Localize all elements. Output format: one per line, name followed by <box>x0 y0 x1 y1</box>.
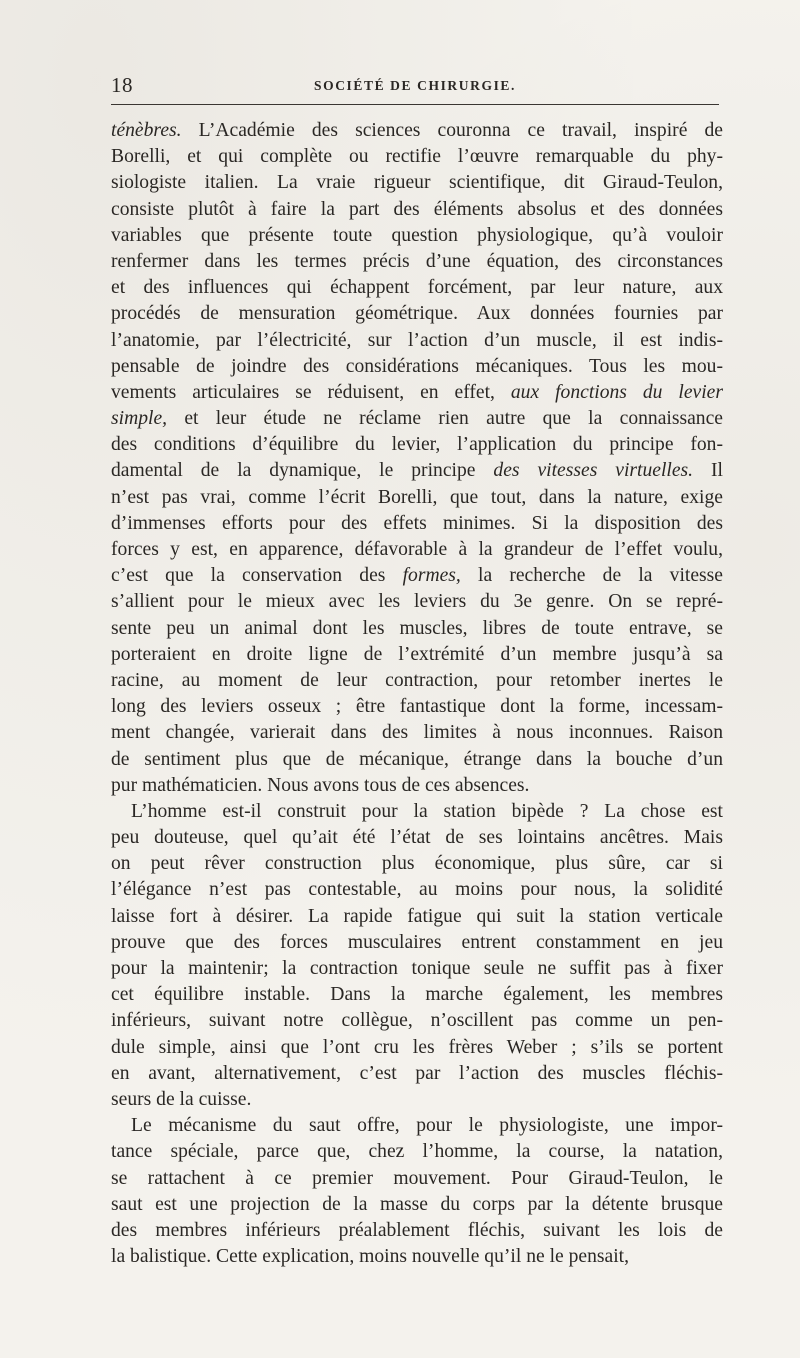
text-segment: inférieurs, suivant notre collègue, n’oscillent pas comme un pen- <box>111 1010 723 1032</box>
text-line <box>111 694 723 720</box>
text-line <box>111 982 723 1008</box>
text-segment: saut est une projection de la masse du corps par la détente brusque <box>111 1193 723 1215</box>
text-line <box>111 642 723 668</box>
text-segment: cet équilibre instable. Dans la marche également, les membres <box>111 984 723 1006</box>
text-line <box>111 380 723 406</box>
text-line <box>111 877 723 903</box>
text-segment: damental de la dynamique, le principe <box>111 460 494 482</box>
text-line <box>111 1192 723 1218</box>
text-line <box>111 904 723 930</box>
text-segment: sente peu un animal dont les muscles, libres de toute entrave, se <box>111 617 723 639</box>
text-segment: peu douteuse, quel qu’ait été l’état de ses lointains ancêtres. Mais <box>111 827 723 849</box>
text-line <box>111 485 723 511</box>
text-line <box>111 668 723 694</box>
text-segment: siologiste italien. La vraie rigueur scientifique, dit Giraud-Teulon, <box>111 172 723 194</box>
text-segment: de sentiment plus que de mécanique, étrange dans la bouche d’un <box>111 748 723 770</box>
text-line <box>111 799 723 825</box>
text-segment: vements articulaires se réduisent, en effet, <box>111 381 511 403</box>
text-segment: Il <box>693 460 723 482</box>
text-segment: d’immenses efforts pour des effets minimes. Si la disposition des <box>111 512 723 534</box>
text-line <box>111 1166 723 1192</box>
text-segment: renfermer dans les termes précis d’une équation, des circonstances <box>111 250 723 272</box>
italic-text: simple, <box>111 408 168 430</box>
text-line <box>111 720 723 746</box>
text-line <box>111 511 723 537</box>
text-line <box>111 406 723 432</box>
text-segment: n’est pas vrai, comme l’écrit Borelli, que tout, dans la nature, exige <box>111 486 723 508</box>
text-segment: racine, au moment de leur contraction, pour retomber inertes le <box>111 669 723 691</box>
text-segment: seurs de la cuisse. <box>111 1088 252 1110</box>
text-line <box>111 170 723 196</box>
text-segment: l’élégance n’est pas contestable, au moins pour nous, la solidité <box>111 879 723 901</box>
text-segment: laisse fort à désirer. La rapide fatigue qui suit la station verticale <box>111 905 723 927</box>
text-segment: tance spéciale, parce que, chez l’homme, la course, la natation, <box>111 1141 723 1163</box>
text-line <box>111 301 723 327</box>
text-line <box>111 118 723 144</box>
body-text <box>111 118 723 1270</box>
text-line <box>111 458 723 484</box>
text-segment: et leur étude ne réclame rien autre que la connaissance <box>167 408 723 430</box>
text-line <box>111 589 723 615</box>
page-header <box>111 72 719 102</box>
text-segment: on peut rêver construction plus économique, plus sûre, car si <box>111 853 723 875</box>
text-segment: et des influences qui échappent forcément, par leur nature, aux <box>111 277 723 299</box>
text-line <box>111 1087 723 1113</box>
text-line <box>111 1035 723 1061</box>
text-line <box>111 1113 723 1139</box>
text-segment: se rattachent à ce premier mouvement. Pour Giraud-Teulon, le <box>111 1167 723 1189</box>
text-line <box>111 223 723 249</box>
header-rule <box>111 104 719 105</box>
text-line <box>111 1218 723 1244</box>
italic-text: formes, <box>402 565 461 587</box>
text-segment: la recherche de la vitesse <box>460 565 723 587</box>
text-line <box>111 851 723 877</box>
text-segment: des conditions d’équilibre du levier, l’application du principe fon- <box>111 434 723 456</box>
text-line <box>111 1008 723 1034</box>
text-segment: consiste plutôt à faire la part des éléments absolus et des données <box>111 198 723 220</box>
text-line <box>111 432 723 458</box>
text-line <box>111 773 723 799</box>
text-segment: long des leviers osseux ; être fantastique dont la forme, incessam- <box>111 696 723 718</box>
text-segment: variables que présente toute question physiologique, qu’à vouloir <box>111 224 723 246</box>
text-line <box>111 825 723 851</box>
text-segment: la balistique. Cette explication, moins nouvelle qu’il ne le pensait, <box>111 1246 630 1268</box>
text-line <box>111 616 723 642</box>
text-segment: L’Académie des sciences couronna ce travail, inspiré de <box>181 120 723 141</box>
text-segment: s’allient pour le mieux avec les leviers du 3e genre. On se repré- <box>111 591 723 613</box>
text-segment: dule simple, ainsi que l’ont cru les frères Weber ; s’ils se portent <box>111 1036 723 1058</box>
text-line <box>111 1061 723 1087</box>
text-line <box>111 537 723 563</box>
text-segment: c’est que la conservation des <box>111 565 403 587</box>
text-line <box>111 354 723 380</box>
text-segment: l’anatomie, par l’électricité, sur l’action d’un muscle, il est indis- <box>111 329 723 351</box>
text-line <box>111 563 723 589</box>
text-line <box>111 930 723 956</box>
text-segment: prouve que des forces musculaires entrent constamment en jeu <box>111 931 723 953</box>
text-line <box>111 956 723 982</box>
text-segment: en avant, alternativement, c’est par l’action des muscles fléchis- <box>111 1062 723 1084</box>
text-line <box>111 747 723 773</box>
italic-text: des vitesses virtuelles. <box>493 460 694 482</box>
text-segment: pur mathématicien. Nous avons tous de ces absences. <box>111 774 530 796</box>
text-segment: pensable de joindre des considérations mécaniques. Tous les mou- <box>111 355 723 377</box>
text-line <box>111 1139 723 1165</box>
text-segment: forces y est, en apparence, défavorable à la grandeur de l’effet voulu, <box>111 539 723 560</box>
text-segment: L’homme est-il construit pour la station bipède ? La chose est <box>131 800 723 822</box>
text-line <box>111 1244 723 1270</box>
text-line <box>111 328 723 354</box>
italic-text: aux fonctions du levier <box>510 381 723 403</box>
text-segment: pour la maintenir; la contraction tonique seule ne suffit pas à fixer <box>111 958 723 979</box>
text-segment: des membres inférieurs préalablement fléchis, suivant les lois de <box>111 1219 723 1241</box>
italic-text: ténèbres. <box>111 120 182 141</box>
text-line <box>111 275 723 301</box>
text-line <box>111 197 723 223</box>
text-segment: porteraient en droite ligne de l’extrémité d’un membre jusqu’à sa <box>111 643 723 665</box>
text-line <box>111 144 723 170</box>
page-number: 18 <box>111 73 133 97</box>
running-title: SOCIÉTÉ DE CHIRURGIE. <box>313 78 516 93</box>
text-line <box>111 249 723 275</box>
text-segment: Borelli, et qui complète ou rectifie l’œuvre remarquable du phy- <box>111 146 723 168</box>
text-segment: procédés de mensuration géométrique. Aux données fournies par <box>111 303 723 325</box>
text-segment: ment changée, varierait dans des limites à nous inconnues. Raison <box>111 722 723 744</box>
text-segment: Le mécanisme du saut offre, pour le physiologiste, une impor- <box>131 1115 723 1137</box>
